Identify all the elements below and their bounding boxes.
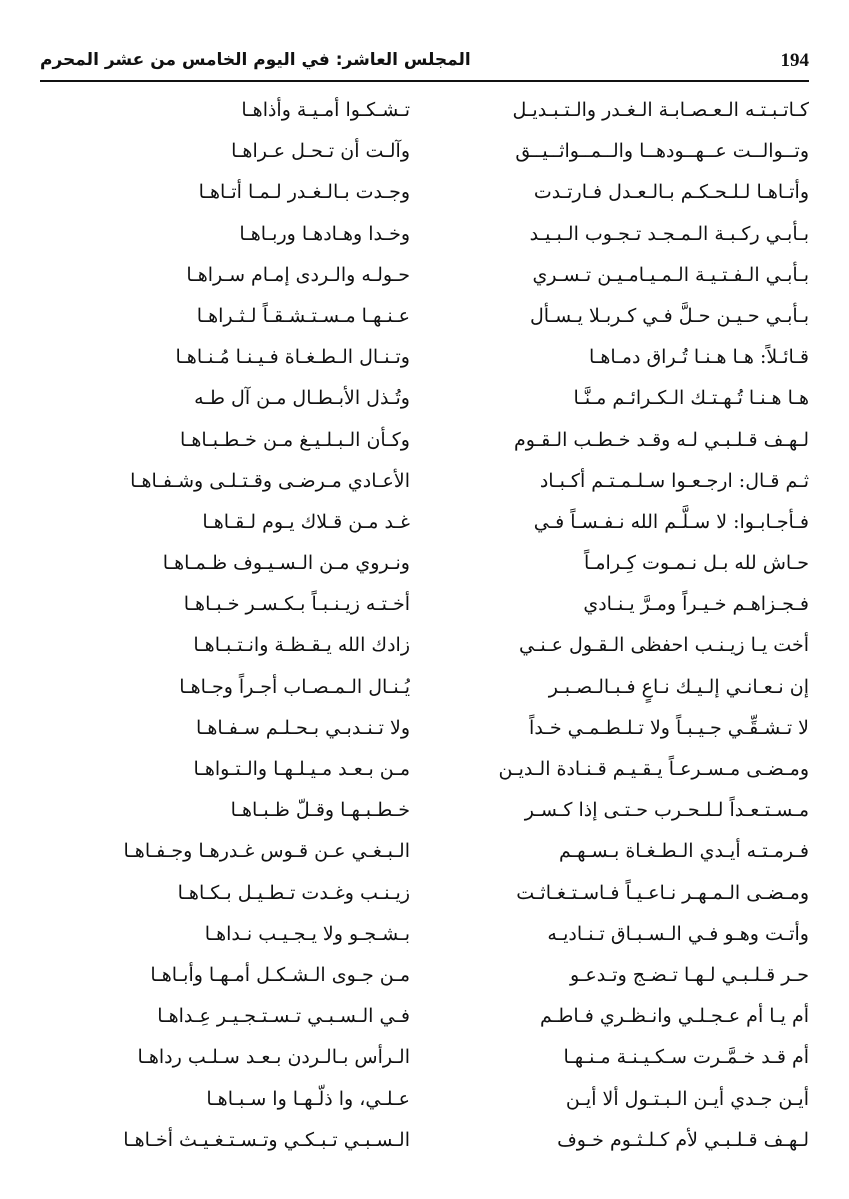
poem-right-column [439, 90, 809, 1161]
verse-line: عـنـهـا مـسـتـشـقـاً لـثـراهـا [196, 304, 410, 327]
verse-line: فـجـزاهـم خـيـراً ومـرَّ يـنـادي [583, 593, 809, 616]
verse-line: وأتـاهـا لـلـحـكـم بـالـعـدل فـارتـدت [533, 181, 809, 204]
verse-line: وتُـذل الأبـطـال مـن آل طـه [194, 387, 410, 410]
verse-line: مـن جـوى الـشـكـل أمـهـا وأبـاهـا [150, 963, 410, 986]
verse-line: بـأبـي حـيـن حـلَّ فـي كـربـلا يـسـأل [529, 304, 809, 327]
verse-line: زادك الله يـقـظـة وانـتـبـاهـا [193, 634, 410, 657]
verse-line: أخت يـا زيـنـب احفظى الـقـول عـنـي [518, 634, 809, 657]
verse-line: الـرأس بـالـردن بـعـد سـلـب رداهـا [137, 1046, 410, 1069]
verse-line: لـهـف قـلـبـي لأم كـلـثـوم خـوف [557, 1128, 809, 1151]
verse-line: وآلـت أن تـحـل عـراهـا [231, 140, 410, 163]
verse-line: فـأجـابـوا: لا سـلَّـم الله نـفـسـاً فـي [533, 510, 809, 533]
verse-line: وخـدا وهـادهـا وربـاهـا [239, 222, 410, 245]
verse-line: أيـن جـدي أيـن الـبـتـول ألا أيـن [565, 1087, 809, 1110]
page-header [40, 42, 809, 82]
verse-line: ونـروي مـن الـسـيـوف ظـمـاهـا [162, 552, 410, 575]
verse-line: مـسـتـعـداً لـلـحـرب حـتـى إذا كـسـر [524, 799, 809, 822]
verse-line: وتـنـال الـطـغـاة فـيـنـا مُـنـاهـا [175, 346, 410, 369]
verse-line: أم يـا أم عـجـلـي وانـظـري فـاطـم [540, 1005, 809, 1028]
verse-line: بـشـجـو ولا يـجـيـب نـداهـا [204, 922, 410, 945]
verse-line: لـهـف قـلـبـي لـه وقـد خـطـب الـقـوم [513, 428, 809, 451]
verse-line: حـر قـلـبـي لـهـا تـضـج وتـدعـو [570, 963, 809, 986]
verse-line: فـي الـسـبـي تـسـتـجـيـر عِـداهـا [157, 1005, 410, 1028]
verse-line: ومـضـى مـسـرعـاً يـقـيـم قـنـادة الـديـن [498, 758, 809, 780]
verse-line: تـشـكـوا أمـيـة وأذاهـا [241, 99, 410, 121]
verse-line: فـرمـتـه أيـدي الـطـغـاة بـسـهـم [558, 840, 809, 863]
verse-line: هـا هـنـا تُـهـتـك الـكـرائـم مـنَّـا [573, 387, 809, 410]
verse-line: قـائـلاً: هـا هـنـا تُـراق دمـاهـا [589, 346, 809, 369]
verse-line: كـاتـبـتـه الـعـصـابـة الـغـدر والـتـبـديـل [512, 99, 809, 121]
verse-line: ولا تـنـدبـي بـحـلـم سـفـاهـا [196, 716, 410, 739]
verse-line: الـبـغـي عـن قـوس غـدرهـا وجـفـاهـا [123, 840, 410, 863]
verse-line: ومـضـى الـمـهـر نـاعـيـاً فـاسـتـغـاثـت [516, 881, 809, 904]
verse-line: مـن بـعـد مـيـلـهـا والـتـواهـا [193, 758, 410, 780]
verse-line: حـولـه والـردى إمـام سـراهـا [186, 263, 410, 286]
verse-line: إن نـعـانـي إلـيـك نـاعٍ فـبـالـصـبـر [548, 675, 809, 698]
verse-line: خـطـبـهـا وقـلّ ظـبـاهـا [230, 799, 410, 822]
running-title: المجلس العاشر: في اليوم الخامس من عشر المحرم [40, 50, 471, 70]
verse-line: لا تـشـقِّـي جـيـبـاً ولا تـلـطـمـي خـداً [529, 716, 809, 739]
verse-line: الـسـبـي تـبـكـي وتـسـتـغـيـث أخـاهـا [123, 1128, 410, 1151]
verse-line: الأعـادي مـرضـى وقـتـلـى وشـفـاهـا [130, 469, 410, 492]
verse-line: أم قـد خـمَّـرت سـكـيـنـة مـنـهـا [563, 1046, 809, 1069]
poem-left-column [40, 90, 410, 1161]
verse-line: حـاش لله بـل نـمـوت كِـرامـاً [584, 552, 809, 575]
verse-line: وتــوالــت عــهــودهــا والــمــواثــيــق [515, 140, 809, 163]
verse-line: وأتـت وهـو فـي الـسـبـاق تـنـاديـه [547, 922, 809, 945]
verse-line: عـلـي، وا ذلّـهـا وا سـبـاهـا [206, 1087, 410, 1110]
verse-line: بـأبـي الـفـتـيـة الـمـيـامـيـن تـسـري [532, 263, 809, 286]
verse-line: زيـنـب وغـدت تـطـيـل بـكـاهـا [177, 881, 410, 904]
poem-body [40, 90, 809, 1160]
verse-line: وجـدت بـالـغـدر لـمـا أتـاهـا [198, 181, 410, 204]
page-number: 194 [780, 50, 809, 71]
verse-line: يُـنـال الـمـصـاب أجـراً وجـاهـا [179, 675, 410, 698]
verse-line: ثـم قـال: ارجـعـوا سـلـمـتـم أكـبـاد [539, 469, 809, 492]
verse-line: غـد مـن قـلاك يـوم لـقـاهـا [202, 510, 410, 533]
verse-line: بـأبـي ركـبـة الـمـجـد تـجـوب الـبـيـد [529, 222, 809, 245]
verse-line: أخـتـه زيـنـبـاً بـكـسـر خـبـاهـا [183, 593, 410, 616]
verse-line: وكـأن الـبـلـيـغ مـن خـطـبـاهـا [180, 428, 410, 451]
